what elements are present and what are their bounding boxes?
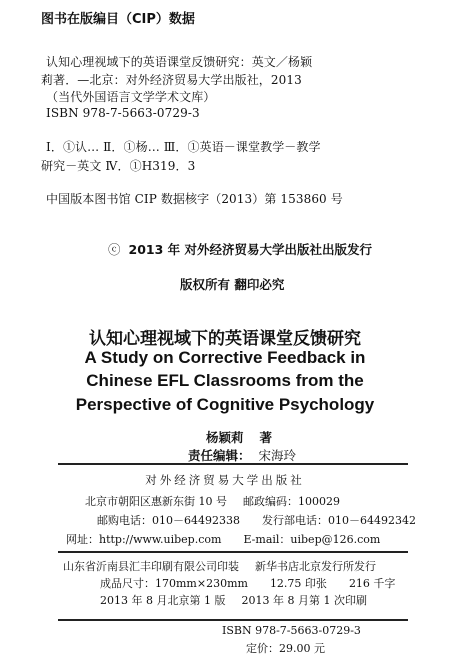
publisher-address: 北京市朝阳区惠新东街 10 号 (85, 495, 227, 508)
publisher-web-line (66, 531, 380, 547)
publisher-phone-line (97, 512, 416, 528)
specs-line (100, 575, 395, 591)
publisher-address-line (85, 493, 340, 509)
cip-line-6: 研究－英文 Ⅳ．①H319．3 (41, 159, 196, 173)
printer-line (63, 558, 376, 574)
cip-isbn: ISBN 978-7-5663-0729-3 (46, 106, 200, 120)
cip-line-5: Ⅰ．①认… Ⅱ．①杨… Ⅲ．①英语－课堂教学－教学 (46, 140, 321, 154)
print-sheets: 12.75 印张 (269, 577, 327, 590)
publisher-email: E-mail：uibep@126.com (243, 533, 381, 546)
impression-info: 2013 年 8 月第 1 次印刷 (241, 594, 367, 607)
printer-name: 山东省沂南县汇丰印刷有限公司印装 (63, 560, 239, 573)
author-name: 杨颖莉 (206, 430, 244, 445)
publisher-postcode: 邮政编码：100029 (243, 495, 340, 508)
author-line (206, 428, 272, 446)
copyright-text: 2013 年 对外经济贸易大学出版社出版发行 (128, 242, 373, 257)
editor-name: 宋海玲 (258, 448, 297, 463)
cip-heading: 图书在版编目（CIP）数据 (41, 12, 195, 27)
mail-order-phone: 邮购电话：010－64492338 (97, 514, 240, 527)
divider-middle (58, 551, 408, 553)
trim-size: 成品尺寸：170mm×230mm (100, 577, 248, 590)
rights-reserved: 版权所有 翻印必究 (180, 277, 285, 292)
author-role: 著 (259, 430, 273, 445)
editor-label: 责任编辑： (188, 448, 251, 463)
book-title-en-line-2: Chinese EFL Classrooms from the (86, 371, 364, 390)
publisher-name: 对外经济贸易大学出版社 (145, 473, 305, 487)
editor-line (188, 446, 296, 464)
distributor-name: 新华书店北京发行所发行 (255, 560, 376, 573)
edition-line (100, 592, 367, 608)
edition-info: 2013 年 8 月北京第 1 版 (100, 594, 226, 607)
book-title-en-line-1: A Study on Corrective Feedback in (84, 348, 366, 367)
cip-line-2: 莉著．—北京：对外经济贸易大学出版社，2013 (41, 73, 302, 87)
distribution-phone: 发行部电话：010－64492342 (261, 514, 416, 527)
footer-price: 定价：29.00 元 (246, 642, 325, 655)
word-count: 216 千字 (348, 577, 396, 590)
divider-bottom (58, 619, 408, 621)
cip-line-3: （当代外国语言文学学术文库） (46, 90, 216, 104)
cip-line-1: 认知心理视域下的英语课堂反馈研究：英文／杨颖 (46, 55, 313, 69)
cip-record-number: 中国版本图书馆 CIP 数据核字（2013）第 153860 号 (46, 192, 343, 206)
divider-top (58, 463, 408, 465)
footer-isbn: ISBN 978-7-5663-0729-3 (222, 624, 361, 637)
book-title-cn: 认知心理视域下的英语课堂反馈研究 (89, 329, 361, 349)
copyright-icon: ⓒ (108, 242, 121, 257)
copyright-line (108, 240, 372, 258)
publisher-website: 网址：http://www.uibep.com (66, 533, 222, 546)
book-title-en-line-3: Perspective of Cognitive Psychology (75, 395, 375, 414)
